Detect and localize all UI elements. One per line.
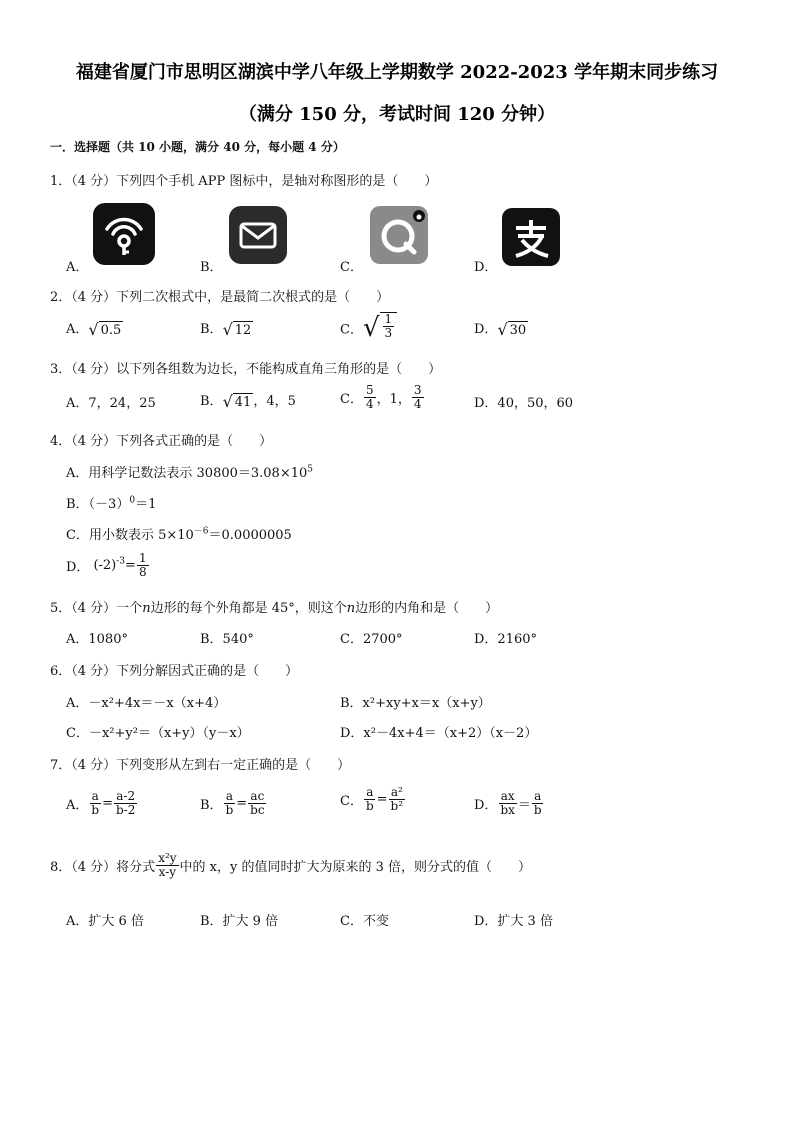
question-2-stem: 2．（4 分）下列二次根式中，是最简二次根式的是（ ）	[50, 290, 390, 305]
q6-option-b: B．x²+xy+x＝x（x+y）	[340, 696, 491, 711]
q3-option-d: D．40，50，60	[474, 396, 574, 411]
q4-option-d: D． $(-2)^{-3}=$ $\frac{1}{8}$	[66, 551, 147, 579]
q1-option-a-label: A．	[66, 260, 89, 275]
mail-icon	[228, 205, 290, 267]
exam-subtitle: （满分 150 分，考试时间 120 分钟）	[238, 104, 556, 125]
q4-option-a: A．用科学记数法表示 $30800=3.08\times 10^5$	[66, 464, 313, 481]
q8-option-c: C．不变	[340, 914, 389, 929]
q4-option-b: B．$(-3)^0=1$	[66, 495, 157, 512]
exam-title: 福建省厦门市思明区湖滨中学八年级上学期数学 2022-2023 学年期末同步练习	[75, 62, 719, 83]
q1-option-b-label: B．	[200, 260, 223, 275]
sqrt-symbol: √ 30	[497, 319, 527, 339]
sqrt-symbol: √ 41	[222, 391, 252, 411]
q2-option-a: A． √ 0.5	[66, 319, 122, 339]
q8-option-b: B．扩大 9 倍	[200, 914, 279, 929]
q-search-icon	[369, 205, 431, 267]
q5-option-c: C．2700°	[340, 632, 403, 647]
question-1-stem: 1．（4 分）下列四个手机 APP 图标中，是轴对称图形的是（ ）	[50, 174, 438, 189]
q6-option-a: A．－x²+4x＝－x（x+4）	[66, 696, 227, 711]
section-heading: 一．选择题（共 10 小题，满分 40 分，每小题 4 分）	[50, 140, 345, 154]
sqrt-symbol: √ 0.5	[88, 319, 122, 339]
q7-option-c: C． $\frac{a}{b}$ = $\frac{\text{a²}}{\text{b²}}$	[340, 785, 404, 813]
q5-option-b: B．540°	[200, 632, 254, 647]
question-8-stem: 8．（4 分）将分式 $\frac{\text{x²y}}{x-y}$ 中的 x，y 的值同时扩大为原来的 3 倍，则分式的值（ ）	[50, 851, 532, 879]
question-6-stem: 6．（4 分）下列分解因式正确的是（ ）	[50, 664, 299, 679]
q4-option-c: C．用小数表示 $5\times 10^{-6}=0.0000005$	[66, 526, 292, 543]
q1-option-c-label: C．	[340, 260, 363, 275]
q5-option-d: D．2160°	[474, 632, 538, 647]
q2-option-b: B． √ 12	[200, 319, 252, 339]
q3-option-b: B． √ 41 ，4，5	[200, 391, 296, 411]
question-7-stem: 7．（4 分）下列变形从左到右一定正确的是（ ）	[50, 758, 351, 773]
q3-option-a: A．7，24，25	[66, 396, 156, 411]
q7-option-d: D． $\frac{ax}{bx}$ ＝ $\frac{a}{b}$	[474, 789, 542, 817]
alipay-icon	[502, 208, 564, 270]
question-4-stem: 4．（4 分）下列各式正确的是（ ）	[50, 434, 273, 449]
q7-option-a: A． $\frac{a}{b}$ = $\frac{a-2}{b-2}$	[66, 789, 136, 817]
wifi-key-icon	[93, 203, 155, 265]
q8-option-a: A．扩大 6 倍	[66, 914, 144, 929]
sqrt-symbol: √ 12	[222, 319, 252, 339]
question-3-stem: 3．（4 分）以下列各组数为边长，不能构成直角三角形的是（ ）	[50, 362, 442, 377]
q8-option-d: D．扩大 3 倍	[474, 914, 553, 929]
q3-option-c: C． $\frac{5}{4}$ ，1， $\frac{3}{4}$	[340, 383, 422, 411]
q5-option-a: A．1080°	[66, 632, 128, 647]
q6-option-c: C．－x²+y²＝（x+y）（y－x）	[66, 726, 250, 741]
question-5-stem: 5．（4 分）一个n边形的每个外角都是 45°，则这个n边形的内角和是（ ）	[50, 601, 499, 616]
q2-option-c: C． √ $\frac{1}{3}$	[340, 312, 397, 344]
sqrt-symbol: √ $\frac{1}{3}$	[363, 312, 397, 344]
q6-option-d: D．x²－4x+4＝（x+2）（x－2）	[340, 726, 538, 741]
q2-option-d: D． √ 30	[474, 319, 527, 339]
q7-option-b: B． $\frac{a}{b}$ = $\frac{ac}{bc}$	[200, 789, 265, 817]
q1-option-d-label: D．	[474, 260, 498, 275]
